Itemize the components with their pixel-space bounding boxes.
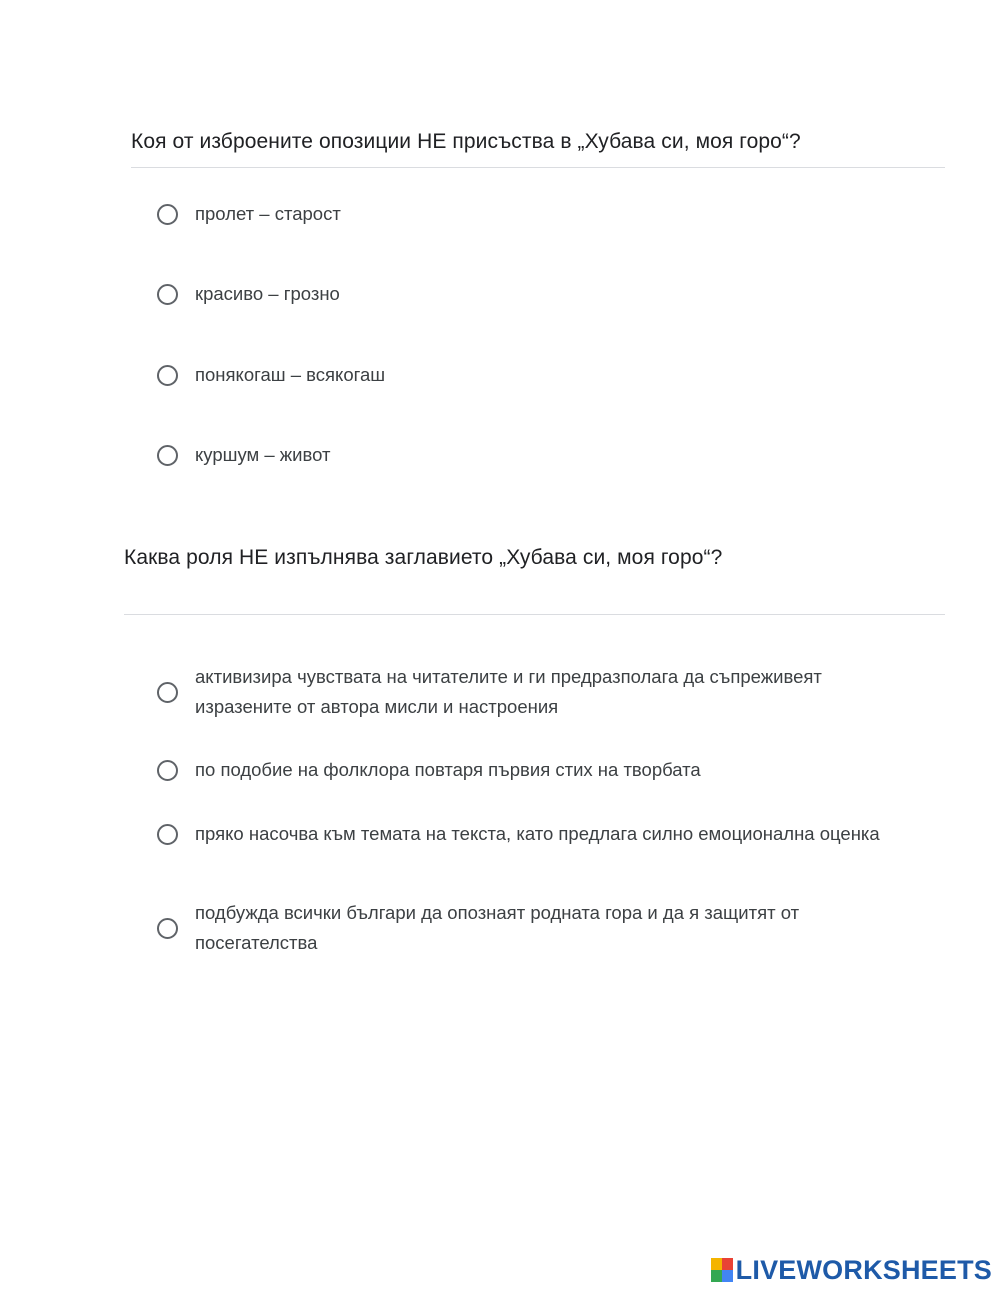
question-1-option-1[interactable] (157, 199, 917, 229)
question-1-title: Коя от изброените опозиции НЕ присъства в „Хубава си, моя горо“? (131, 130, 801, 153)
question-2-title: Каква роля НЕ изпълнява заглавието „Хубава си, моя горо“? (124, 546, 723, 569)
question-2-option-4[interactable] (157, 898, 917, 958)
radio-button[interactable] (157, 682, 178, 703)
radio-button[interactable] (157, 284, 178, 305)
question-2-option-3[interactable] (157, 819, 917, 849)
option-label: пролет – старост (195, 203, 341, 224)
radio-button[interactable] (157, 204, 178, 225)
radio-button[interactable] (157, 445, 178, 466)
radio-button[interactable] (157, 365, 178, 386)
question-1-option-2[interactable] (157, 279, 917, 309)
liveworksheets-brand (711, 1253, 992, 1287)
question-1-option-3[interactable] (157, 360, 917, 390)
radio-button[interactable] (157, 760, 178, 781)
option-label: активизира чувствата на читателите и ги предразполага да съпреживеят изразените от автора мисли и настроения (195, 666, 822, 717)
option-label: по подобие на фолклора повтаря първия стих на творбата (195, 759, 701, 780)
option-label: красиво – грозно (195, 283, 340, 304)
option-label: подбужда всички българи да опознаят родната гора и да я защитят от посегателства (195, 902, 800, 953)
radio-button[interactable] (157, 824, 178, 845)
question-2-option-2[interactable] (157, 755, 917, 785)
question-2-divider (124, 614, 945, 615)
option-label: пряко насочва към темата на текста, като предлага силно емоционална оценка (195, 823, 880, 844)
question-2-option-1[interactable] (157, 662, 917, 722)
question-1-divider (131, 167, 945, 168)
radio-button[interactable] (157, 918, 178, 939)
option-label: куршум – живот (195, 444, 331, 465)
option-label: понякогаш – всякогаш (195, 364, 386, 385)
liveworksheets-logo-icon (711, 1258, 733, 1282)
question-1-option-4[interactable] (157, 440, 917, 470)
brand-name: LIVEWORKSHEETS (735, 1254, 992, 1285)
